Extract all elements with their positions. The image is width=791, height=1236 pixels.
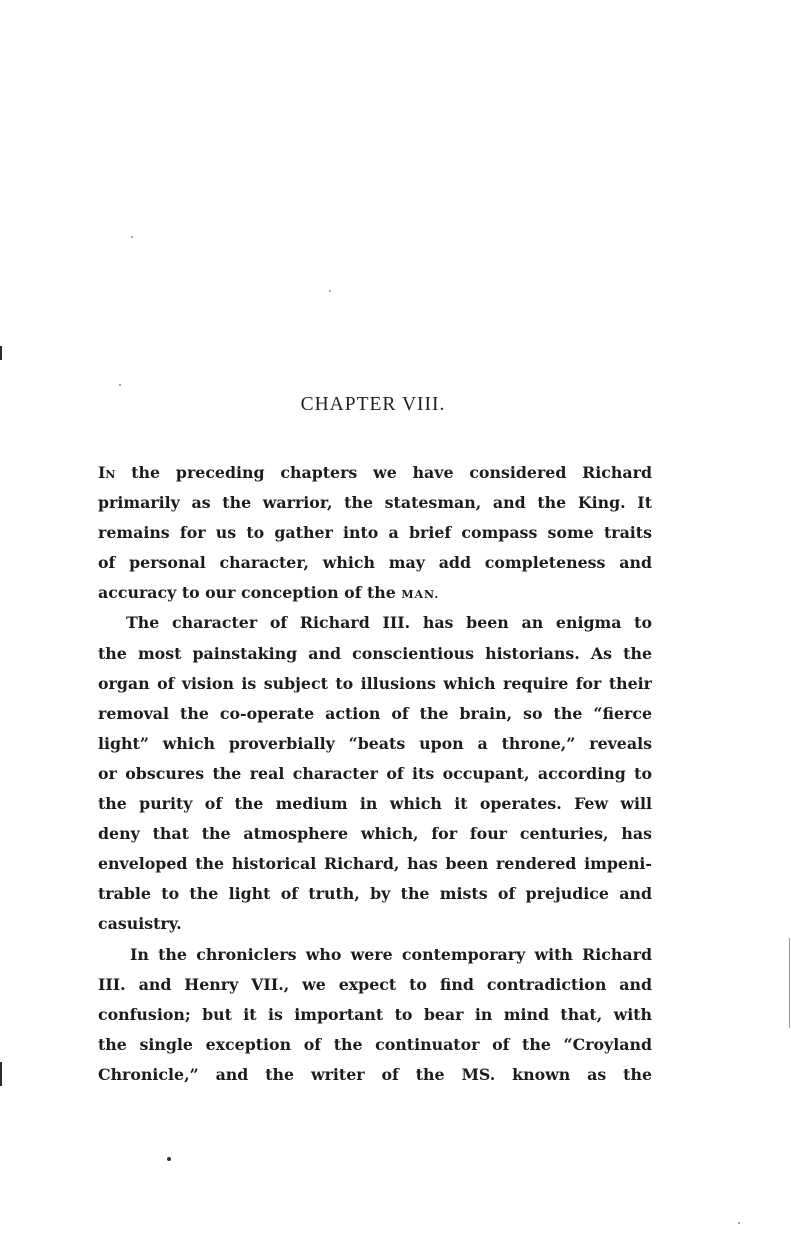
paragraph-2-line-1: The character of Richard III. has been an enigma to: [126, 613, 652, 633]
scan-edge-mark: [789, 938, 790, 1028]
paragraph-1-line-2: primarily as the warrior, the statesman, and the King. It: [98, 493, 652, 513]
chapter-heading: CHAPTER VIII.: [300, 394, 446, 415]
paragraph-2-line-3: organ of vision is subject to illusions which require for their: [98, 673, 652, 693]
paragraph-3-line-2: III. and Henry VII., we expect to find contradiction and: [98, 974, 652, 994]
paragraph-1-line-3: remains for us to gather into a brief compass some traits: [98, 523, 652, 543]
scan-edge-mark: [0, 346, 2, 360]
paragraph-2-line-5: light” which proverbially “beats upon a throne,” reveals: [98, 733, 652, 753]
body-text: [98, 458, 652, 1090]
scan-speck: [738, 1222, 740, 1224]
paragraph-2-line-2: the most painstaking and conscientious historians. As the: [98, 643, 652, 663]
paragraph-3-line-1: In the chroniclers who were contemporary with Richard: [130, 944, 652, 964]
scan-speck: [119, 384, 121, 386]
paragraph-3-line-5: Chronicle,” and the writer of the MS. known as the: [98, 1064, 652, 1084]
paragraph-1-line-4: of personal character, which may add completeness and: [98, 553, 652, 573]
paragraph-3-line-3: confusion; but it is important to bear in mind that, with: [98, 1004, 652, 1024]
paragraph-2-line-10: trable to the light of truth, by the mists of prejudice and: [98, 884, 652, 904]
paragraph-2-line-6: or obscures the real character of its occupant, according to: [98, 763, 652, 783]
scan-speck: [329, 290, 331, 292]
drop-word: In: [98, 463, 116, 482]
paragraph-2-line-11: casuistry.: [98, 914, 182, 934]
paragraph-1-line-5: accuracy to our conception of the MAN.: [98, 583, 440, 603]
small-caps-man: MAN.: [401, 588, 440, 602]
paragraph-2-line-8: deny that the atmosphere which, for four centuries, has: [98, 824, 652, 844]
paragraph-2-line-7: the purity of the medium in which it operates. Few will: [98, 794, 652, 814]
paragraph-2-line-4: removal the co-operate action of the brain, so the “fierce: [98, 703, 652, 723]
paragraph-2-line-9: enveloped the historical Richard, has been rendered impeni-: [98, 854, 652, 874]
paragraph-1-line-1: In the preceding chapters we have considered Richard: [98, 463, 652, 482]
scan-speck: [167, 1157, 171, 1161]
paragraph-3-line-4: the single exception of the continuator of the “Croyland: [98, 1034, 652, 1054]
scan-edge-mark: [0, 1062, 2, 1086]
scan-speck: [131, 236, 133, 238]
